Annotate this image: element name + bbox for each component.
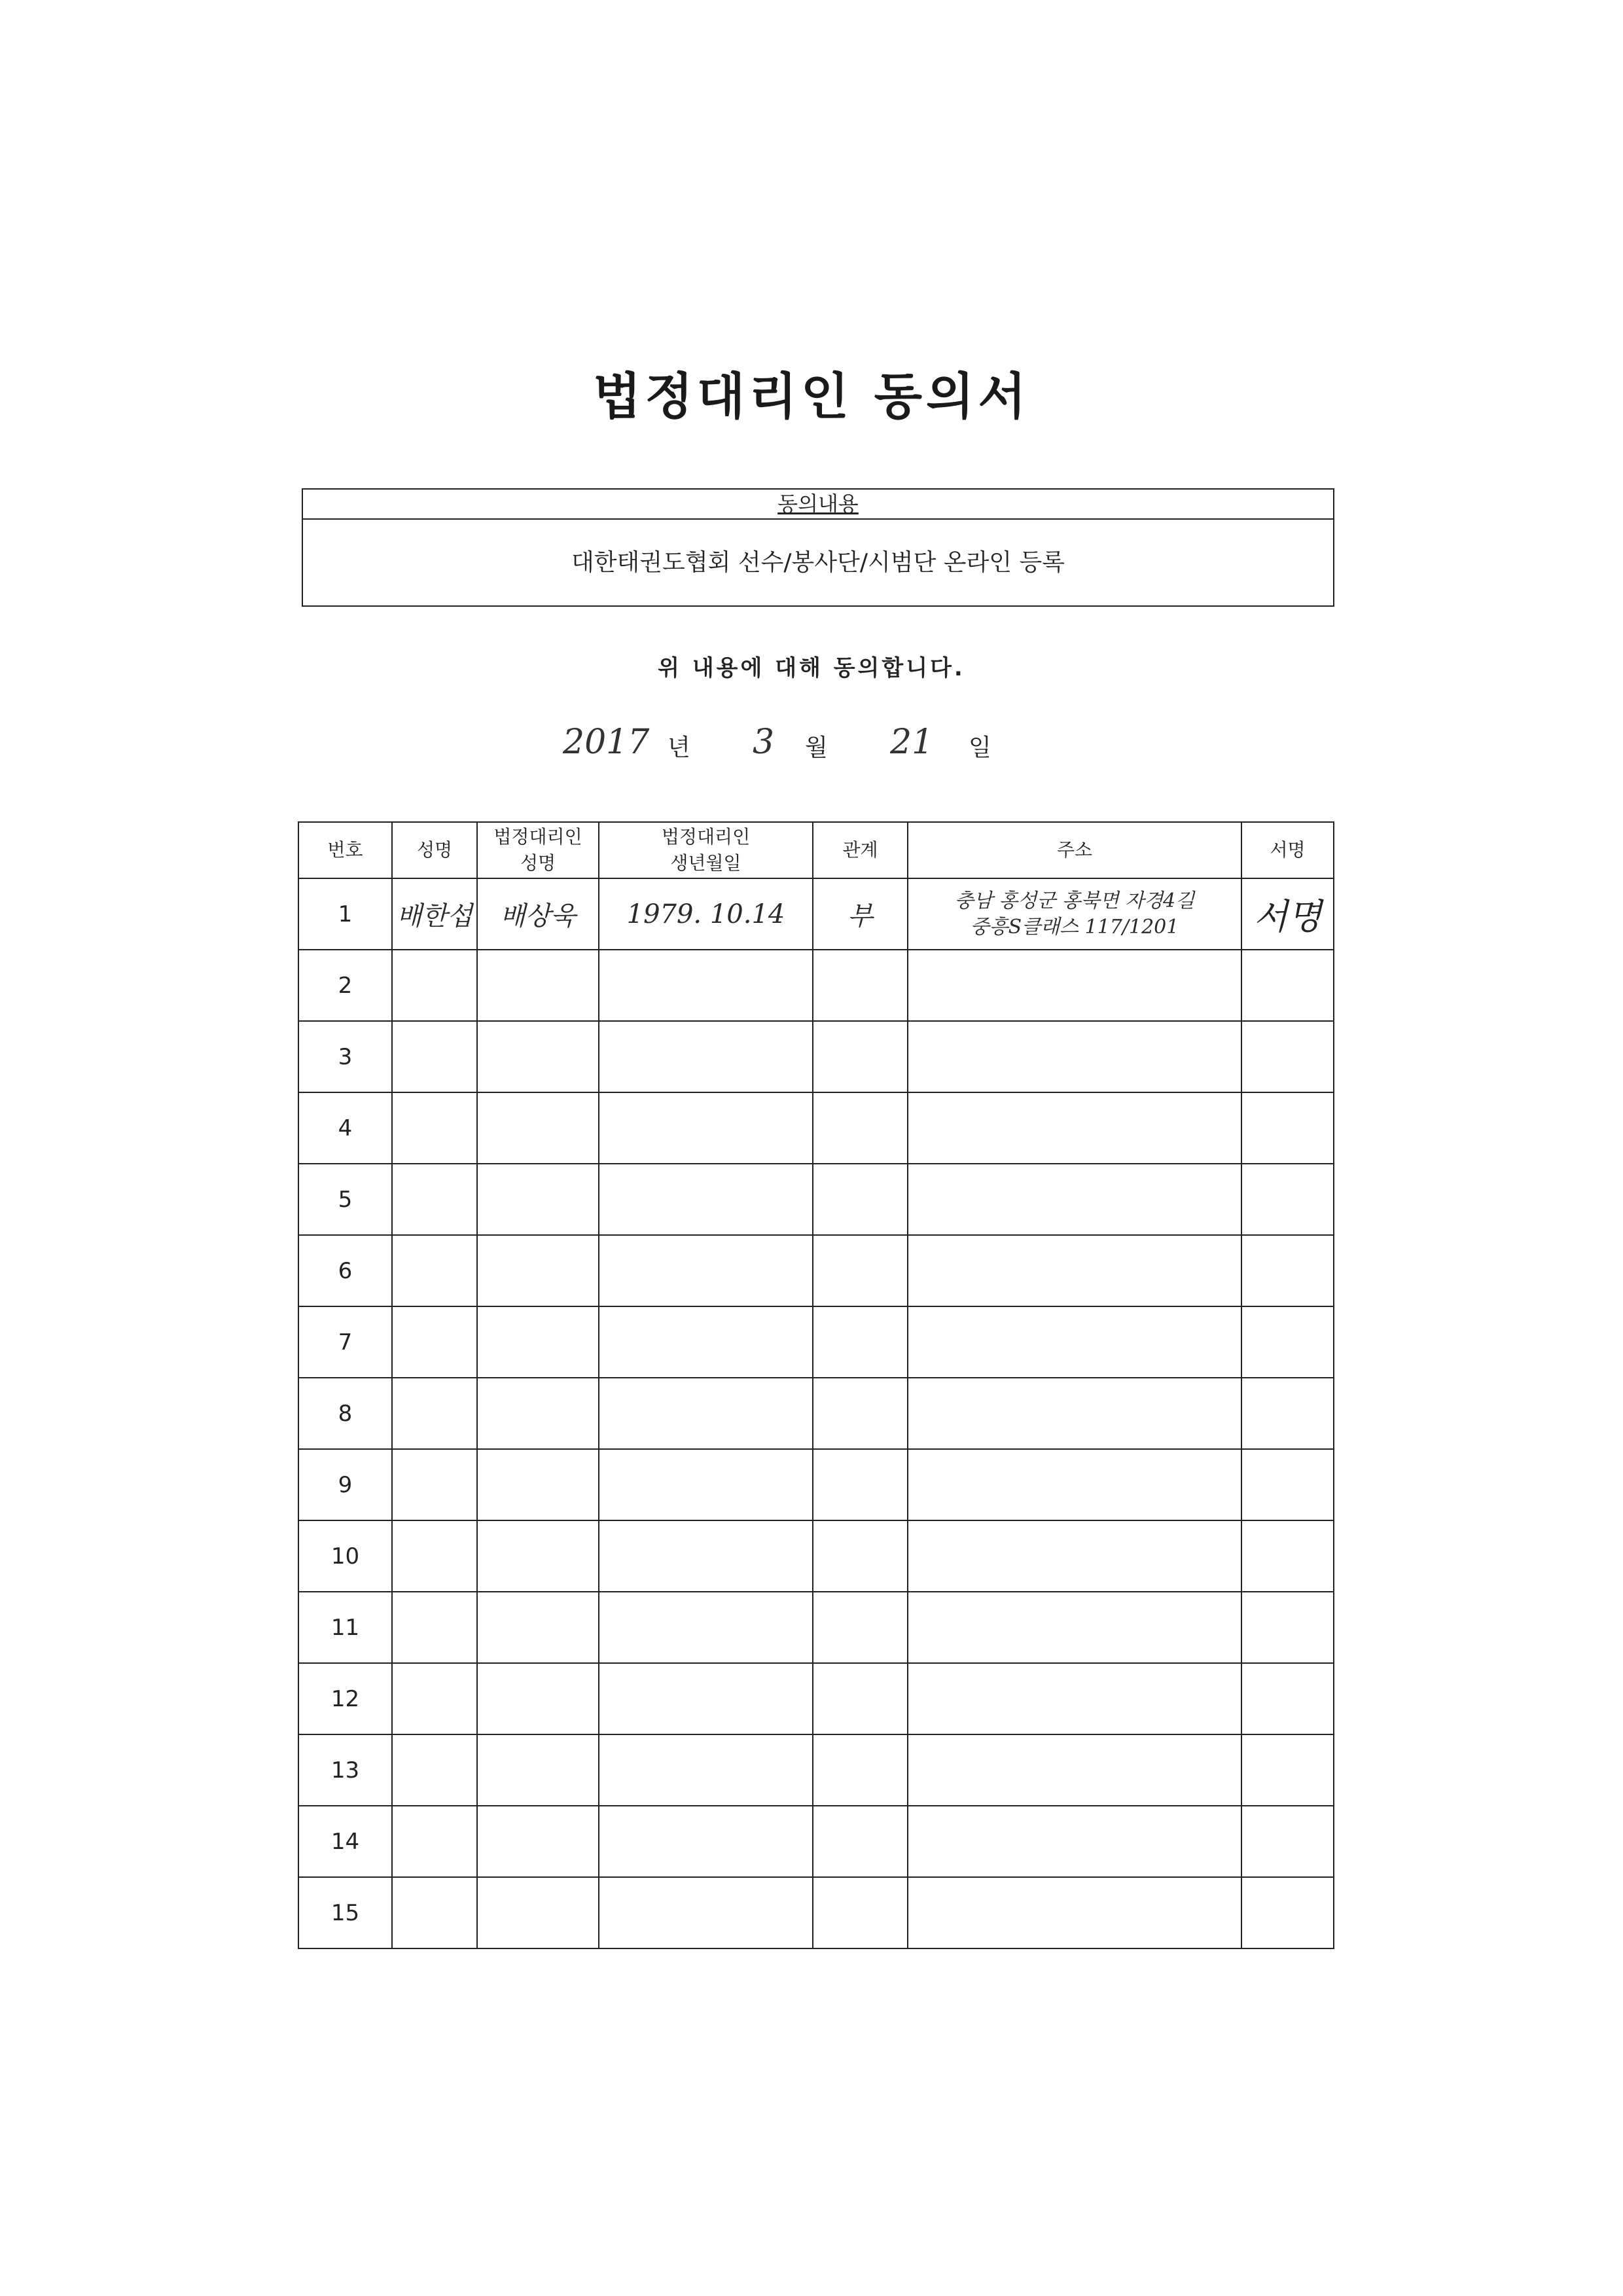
table-row (298, 1378, 1334, 1449)
agreement-statement: 위 내용에 대해 동의합니다. (658, 655, 965, 681)
table-row (298, 1092, 1334, 1164)
header-guardian-birth (599, 822, 813, 878)
cell-address (908, 950, 1241, 1021)
cell-relation (813, 1164, 908, 1235)
cell-name (392, 1592, 477, 1663)
cell-guardian-name (477, 1734, 599, 1806)
cell-number: 3 (298, 1021, 392, 1092)
cell-relation: 부 (813, 878, 908, 950)
header-guardian-birth-text: 법정대리인 생년월일 (661, 826, 751, 874)
cell-signature (1241, 1592, 1334, 1663)
date-month: 3 (753, 723, 775, 762)
cell-number: 6 (298, 1235, 392, 1306)
cell-signature (1241, 1734, 1334, 1806)
cell-address (908, 1520, 1241, 1592)
consent-box (302, 488, 1334, 607)
cell-signature (1241, 1306, 1334, 1378)
cell-signature (1241, 1021, 1334, 1092)
cell-guardian-name (477, 1806, 599, 1877)
date-year-unit: 년 (668, 734, 690, 761)
cell-number: 5 (298, 1164, 392, 1235)
cell-name (392, 1520, 477, 1592)
table-row (298, 1164, 1334, 1235)
header-number: 번호 (298, 822, 392, 878)
date-day-unit: 일 (969, 734, 991, 761)
cell-relation (813, 1092, 908, 1164)
cell-signature (1241, 1092, 1334, 1164)
table-row (298, 878, 1334, 950)
cell-name (392, 1235, 477, 1306)
cell-signature (1241, 1449, 1334, 1520)
cell-name: 배한섭 (392, 878, 477, 950)
cell-number: 2 (298, 950, 392, 1021)
cell-signature (1241, 950, 1334, 1021)
consent-header-label: 동의내용 (777, 492, 859, 516)
table-row (298, 1520, 1334, 1592)
table-row (298, 1734, 1334, 1806)
cell-guardian-birth (599, 1663, 813, 1734)
date-year: 2017 (563, 723, 650, 762)
cell-guardian-name (477, 1164, 599, 1235)
cell-address (908, 1092, 1241, 1164)
cell-signature (1241, 1520, 1334, 1592)
cell-signature (1241, 1164, 1334, 1235)
cell-guardian-birth (599, 1021, 813, 1092)
cell-name (392, 1734, 477, 1806)
cell-guardian-name (477, 1021, 599, 1092)
cell-number: 14 (298, 1806, 392, 1877)
cell-name (392, 1021, 477, 1092)
cell-guardian-name (477, 950, 599, 1021)
cell-number: 11 (298, 1592, 392, 1663)
cell-relation (813, 1021, 908, 1092)
cell-relation (813, 1235, 908, 1306)
cell-guardian-name (477, 1306, 599, 1378)
consent-content: 대한태권도협회 선수/봉사단/시범단 온라인 등록 (571, 549, 1065, 576)
cell-signature (1241, 1877, 1334, 1948)
cell-address (908, 1306, 1241, 1378)
cell-address (908, 1734, 1241, 1806)
table-body (298, 878, 1334, 1948)
table-row (298, 1235, 1334, 1306)
cell-address (908, 1164, 1241, 1235)
table-row (298, 1663, 1334, 1734)
cell-signature (1241, 1378, 1334, 1449)
cell-relation (813, 1806, 908, 1877)
cell-guardian-name (477, 1520, 599, 1592)
cell-guardian-name (477, 1877, 599, 1948)
header-relation: 관계 (813, 822, 908, 878)
cell-guardian-birth (599, 1092, 813, 1164)
cell-signature (1241, 878, 1334, 950)
handwritten-signature: 서명 (1253, 896, 1322, 937)
cell-number: 13 (298, 1734, 392, 1806)
cell-number: 7 (298, 1306, 392, 1378)
cell-guardian-birth (599, 1806, 813, 1877)
cell-relation (813, 1663, 908, 1734)
header-guardian-name-text: 법정대리인 성명 (493, 826, 582, 874)
cell-guardian-birth (599, 1520, 813, 1592)
cell-address (908, 1449, 1241, 1520)
cell-name (392, 1449, 477, 1520)
cell-address (908, 1806, 1241, 1877)
cell-number: 1 (298, 878, 392, 950)
cell-relation (813, 1734, 908, 1806)
consent-header (303, 490, 1333, 520)
table-row (298, 1021, 1334, 1092)
cell-signature (1241, 1806, 1334, 1877)
cell-number: 9 (298, 1449, 392, 1520)
date-day: 21 (890, 723, 934, 762)
table-row (298, 1306, 1334, 1378)
cell-guardian-name (477, 1663, 599, 1734)
cell-guardian-name (477, 1092, 599, 1164)
cell-guardian-name (477, 1378, 599, 1449)
header-name: 성명 (392, 822, 477, 878)
cell-name (392, 1806, 477, 1877)
cell-name (392, 1378, 477, 1449)
cell-guardian-birth (599, 1734, 813, 1806)
cell-name (392, 1877, 477, 1948)
cell-guardian-name (477, 1592, 599, 1663)
table-header-row (298, 822, 1334, 878)
cell-signature (1241, 1663, 1334, 1734)
cell-name (392, 1164, 477, 1235)
cell-address (908, 1378, 1241, 1449)
table-row (298, 1877, 1334, 1948)
cell-guardian-birth (599, 1592, 813, 1663)
cell-guardian-name (477, 1235, 599, 1306)
cell-guardian-birth (599, 1306, 813, 1378)
header-address: 주소 (908, 822, 1241, 878)
cell-guardian-birth (599, 1164, 813, 1235)
cell-relation (813, 1306, 908, 1378)
cell-number: 4 (298, 1092, 392, 1164)
table-row (298, 1449, 1334, 1520)
cell-address (908, 1592, 1241, 1663)
header-signature: 서명 (1241, 822, 1334, 878)
cell-guardian-birth: 1979. 10.14 (599, 878, 813, 950)
header-guardian-name (477, 822, 599, 878)
cell-address (908, 1663, 1241, 1734)
cell-name (392, 950, 477, 1021)
cell-guardian-name: 배상욱 (477, 878, 599, 950)
document-title: 법정대리인 동의서 (593, 367, 1030, 425)
cell-number: 10 (298, 1520, 392, 1592)
cell-name (392, 1092, 477, 1164)
guardian-table (298, 821, 1334, 1949)
cell-relation (813, 1378, 908, 1449)
cell-address (908, 1877, 1241, 1948)
cell-relation (813, 1449, 908, 1520)
cell-signature (1241, 1235, 1334, 1306)
cell-guardian-birth (599, 1235, 813, 1306)
cell-relation (813, 1877, 908, 1948)
cell-guardian-name (477, 1449, 599, 1520)
date-month-unit: 월 (805, 734, 828, 761)
cell-relation (813, 950, 908, 1021)
cell-address: 충남 홍성군 홍북면 자경4길 중흥S클래스 117/1201 (908, 878, 1241, 950)
cell-name (392, 1663, 477, 1734)
cell-guardian-birth (599, 1877, 813, 1948)
cell-number: 12 (298, 1663, 392, 1734)
table-row (298, 1806, 1334, 1877)
cell-number: 15 (298, 1877, 392, 1948)
cell-guardian-birth (599, 1449, 813, 1520)
cell-number: 8 (298, 1378, 392, 1449)
table-row (298, 950, 1334, 1021)
cell-guardian-birth (599, 950, 813, 1021)
cell-address (908, 1021, 1241, 1092)
table-row (298, 1592, 1334, 1663)
cell-relation (813, 1520, 908, 1592)
date-line (563, 719, 1060, 764)
cell-address (908, 1235, 1241, 1306)
cell-name (392, 1306, 477, 1378)
cell-guardian-birth (599, 1378, 813, 1449)
cell-relation (813, 1592, 908, 1663)
